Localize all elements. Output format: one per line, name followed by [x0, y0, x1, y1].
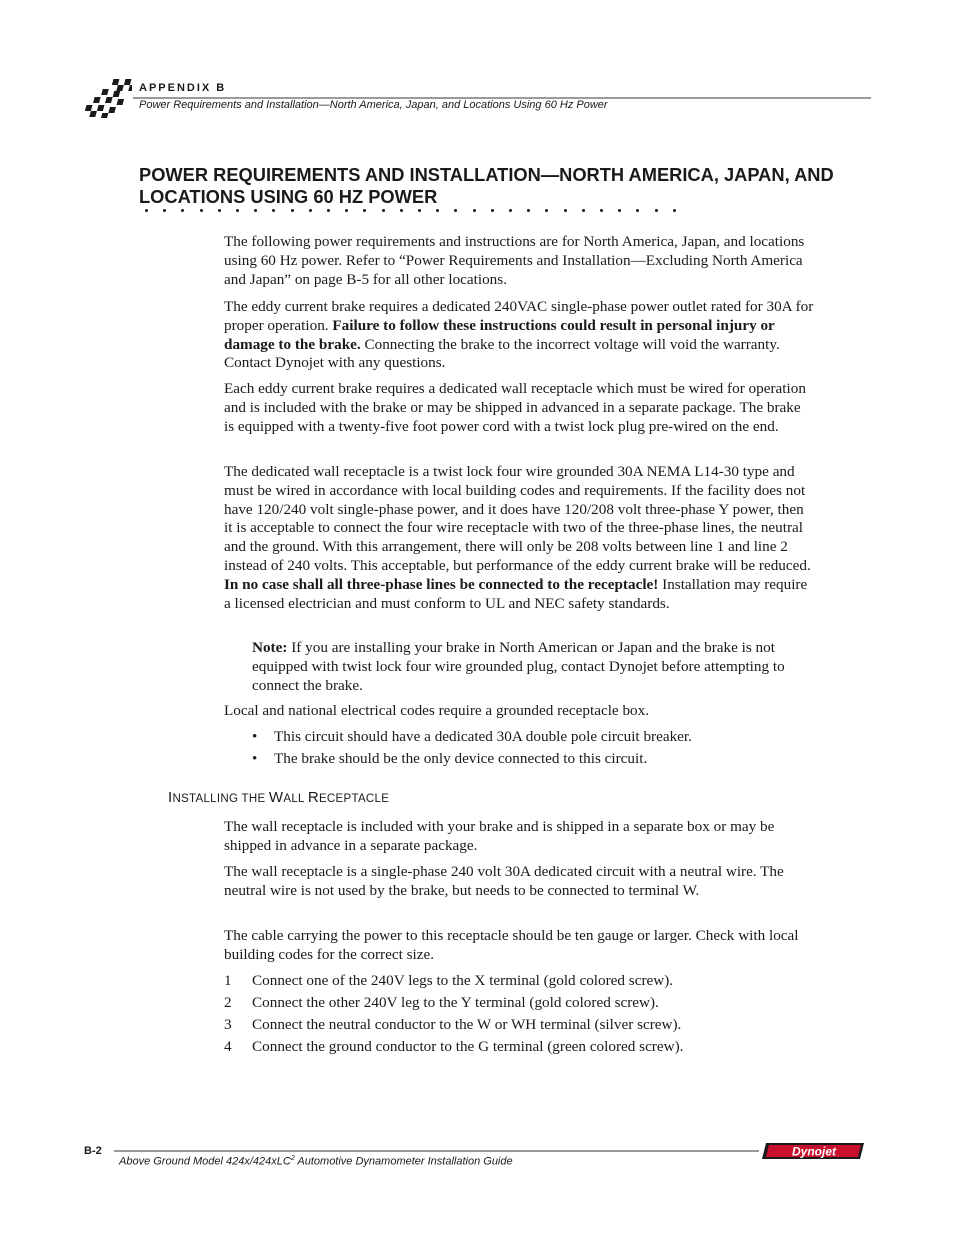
- dynojet-logo: [762, 1141, 866, 1161]
- guide-title-end: Automotive Dynamometer Installation Guide: [294, 1155, 513, 1168]
- wall-single-phase-paragraph: The wall receptacle is a single-phase 240 volt 30A dedicated circuit with a neutral wire. The neutral wire is not used by the brake, but needs to be connected to terminal W.: [224, 863, 784, 899]
- leader-dot: [618, 209, 621, 212]
- small-caps-text: ALL: [283, 793, 308, 805]
- leader-dot: [655, 209, 658, 212]
- step-text: Connect one of the 240V legs to the X terminal (gold colored screw).: [252, 972, 674, 989]
- list-item-text: This circuit should have a dedicated 30A double pole circuit breaker.: [274, 728, 692, 745]
- leader-dot: [509, 209, 512, 212]
- leader-dot: [582, 209, 585, 212]
- page-number: B-2: [84, 1145, 102, 1157]
- wiring-text-start: The dedicated wall receptacle is a twist lock four wire grounded 30A NEMA L14-30 type and must be wired in accordance with local building codes and requirements. If the facility does not have 120/240 volt single-phase power, and it does have 120/208 volt three-phase Y power, then it is acceptable to connect the four wire receptacle with two of the three-phase lines, the neutral and the ground. With this arrangement, there will only be 208 volts between line 1 and line 2 instead of 240 volts. This acceptable, but performance of the eddy current brake will be reduced.: [224, 463, 811, 574]
- section-heading: [168, 789, 389, 806]
- bullet-icon: •: [252, 750, 258, 767]
- list-item: [252, 726, 812, 748]
- page-title: [139, 164, 859, 208]
- step-number: 4: [224, 1038, 232, 1055]
- step-number: 2: [224, 994, 232, 1011]
- wall-included-paragraph: The wall receptacle is included with your brake and is shipped in a separate box or may be shipped in advance in a separate package.: [224, 818, 775, 854]
- step-text: Connect the ground conductor to the G terminal (green colored screw).: [252, 1038, 684, 1055]
- footer-guide-title: [119, 1155, 513, 1168]
- brand-logo-text: Dynojet: [791, 1144, 837, 1159]
- footer-divider: [114, 1150, 759, 1152]
- step-number: 3: [224, 1016, 232, 1033]
- leader-dot: [345, 209, 348, 212]
- cable-paragraph: The cable carrying the power to this receptacle should be ten gauge or larger. Check with local building codes for the correct size.: [224, 927, 799, 963]
- note-paragraph: [252, 639, 817, 695]
- receptacle-paragraph: Each eddy current brake requires a dedicated wall receptacle which must be wired for operation and is included with the brake or may be shipped in advanced in a separate package. The brake is equipped with a twenty-five foot power cord with a twist lock plug pre-wired on the end.: [224, 380, 806, 435]
- leader-dot: [400, 209, 403, 212]
- step-item: [224, 1036, 814, 1058]
- note-label: Note:: [252, 639, 288, 656]
- leader-dot: [545, 209, 548, 212]
- leader-dot: [473, 209, 476, 212]
- cap-letter: R: [307, 789, 319, 806]
- leader-dot: [272, 209, 275, 212]
- small-caps-text: ECEPTACLE: [318, 793, 390, 805]
- cap-letter: W: [268, 789, 284, 806]
- requirements-list: [252, 726, 812, 770]
- brake-warning: Failure to follow these instructions could result in personal injury or damage to the brake.: [224, 316, 775, 353]
- leader-dot: [291, 209, 294, 212]
- leader-dot: [636, 209, 639, 212]
- intro-paragraph: The following power requirements and instructions are for North America, Japan, and locations using 60 Hz power. Refer to “Power Requirements and Installation—Excluding North America and Japan” on page B-5 for all other locations.: [224, 233, 805, 288]
- brake-text-end: Connecting the brake to the incorrect voltage will void the warranty. Contact Dynojet with any questions.: [224, 335, 780, 372]
- leader-dot: [218, 209, 221, 212]
- leader-dot: [163, 209, 166, 212]
- checkered-flag-logo: [84, 77, 132, 119]
- brake-requirement-paragraph: [224, 298, 814, 373]
- list-item-text: The brake should be the only device connected to this circuit.: [274, 750, 648, 767]
- page-title-line-2: LOCATIONS USING 60 HZ POWER: [139, 186, 438, 207]
- brake-text-start: The eddy current brake requires a dedicated 240VAC single-phase power outlet rated for 30A for proper operation.: [224, 298, 814, 334]
- codes-paragraph: Local and national electrical codes require a grounded receptacle box.: [224, 702, 650, 719]
- leader-dot: [145, 209, 148, 212]
- guide-title-superscript: 2: [290, 1155, 295, 1162]
- leader-dot: [418, 209, 421, 212]
- leader-dot: [673, 209, 676, 212]
- leader-dot: [436, 209, 439, 212]
- leader-dot: [382, 209, 385, 212]
- leader-dot: [491, 209, 494, 212]
- step-item: [224, 992, 814, 1014]
- leader-dot: [200, 209, 203, 212]
- wiring-text-end: Installation may require a licensed electrician and must conform to UL and NEC safety standards.: [224, 575, 808, 612]
- step-text: Connect the other 240V leg to the Y terminal (gold colored screw).: [252, 994, 659, 1011]
- leader-dot: [527, 209, 530, 212]
- leader-dot: [181, 209, 184, 212]
- list-item: [252, 748, 812, 770]
- appendix-label: APPENDIX B: [139, 82, 227, 94]
- page-title-line-1: POWER REQUIREMENTS AND INSTALLATION—NORTH AMERICA, JAPAN, AND: [139, 164, 834, 185]
- step-item: [224, 970, 814, 992]
- leader-dot: [564, 209, 567, 212]
- guide-title-start: Above Ground Model 424x/424xLC: [119, 1155, 291, 1168]
- installation-steps: [224, 970, 814, 1058]
- cap-letter: I: [168, 789, 173, 806]
- step-item: [224, 1014, 814, 1036]
- leader-dot: [327, 209, 330, 212]
- header-subtitle: Power Requirements and Installation—North America, Japan, and Locations Using 60 Hz Power: [139, 99, 608, 111]
- leader-dot: [363, 209, 366, 212]
- wiring-paragraph: [224, 463, 814, 613]
- note-text: If you are installing your brake in North American or Japan and the brake is not equipped with twist lock four wire grounded plug, contact Dynojet before attempting to connect the brake.: [252, 639, 785, 694]
- leader-dot: [600, 209, 603, 212]
- wiring-warning: In no case shall all three-phase lines be connected to the receptacle!: [224, 575, 659, 593]
- leader-dot: [236, 209, 239, 212]
- small-caps-text: NSTALLING THE: [172, 793, 269, 805]
- leader-dot: [454, 209, 457, 212]
- bullet-icon: •: [252, 728, 258, 745]
- leader-dot: [309, 209, 312, 212]
- dotted-divider: [145, 205, 705, 219]
- step-text: Connect the neutral conductor to the W or WH terminal (silver screw).: [252, 1016, 682, 1033]
- leader-dot: [254, 209, 257, 212]
- step-number: 1: [224, 972, 232, 989]
